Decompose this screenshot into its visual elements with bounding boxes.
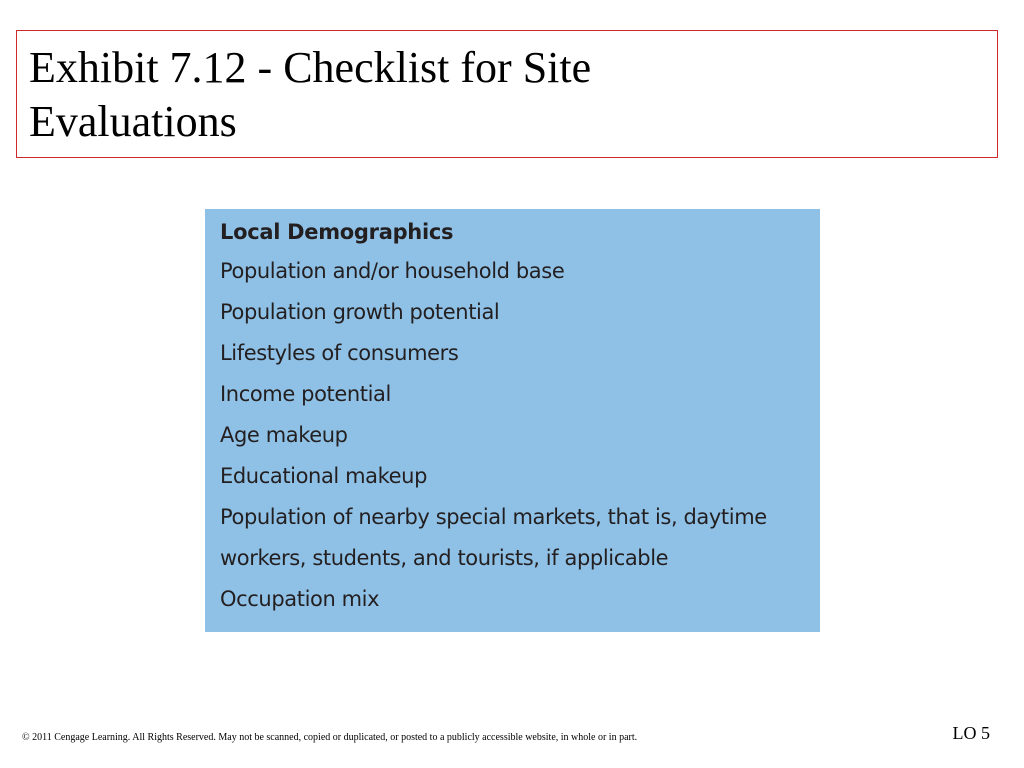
list-item: Population and/or household base — [220, 259, 565, 283]
learning-objective-label: LO 5 — [952, 723, 990, 743]
copyright-notice: © 2011 Cengage Learning. All Rights Reserved. May not be scanned, copied or duplicated, or posted to a publicly accessible website, in whole or in part. — [22, 732, 638, 743]
list-item: Lifestyles of consumers — [220, 341, 459, 365]
list-item: Income potential — [220, 382, 391, 406]
exhibit-table — [205, 209, 820, 632]
list-item: Occupation mix — [220, 587, 380, 611]
list-item: Population of nearby special markets, that is, daytime — [220, 505, 767, 529]
list-item: Educational makeup — [220, 464, 428, 488]
title-box — [16, 30, 998, 158]
list-item: Population growth potential — [220, 300, 500, 324]
slide-title: Exhibit 7.12 - Checklist for Site Evaluations — [29, 43, 592, 146]
exhibit-heading: Local Demographics — [220, 220, 454, 244]
exhibit-list — [220, 251, 810, 620]
list-item: workers, students, and tourists, if applicable — [220, 546, 669, 570]
list-item: Age makeup — [220, 423, 348, 447]
